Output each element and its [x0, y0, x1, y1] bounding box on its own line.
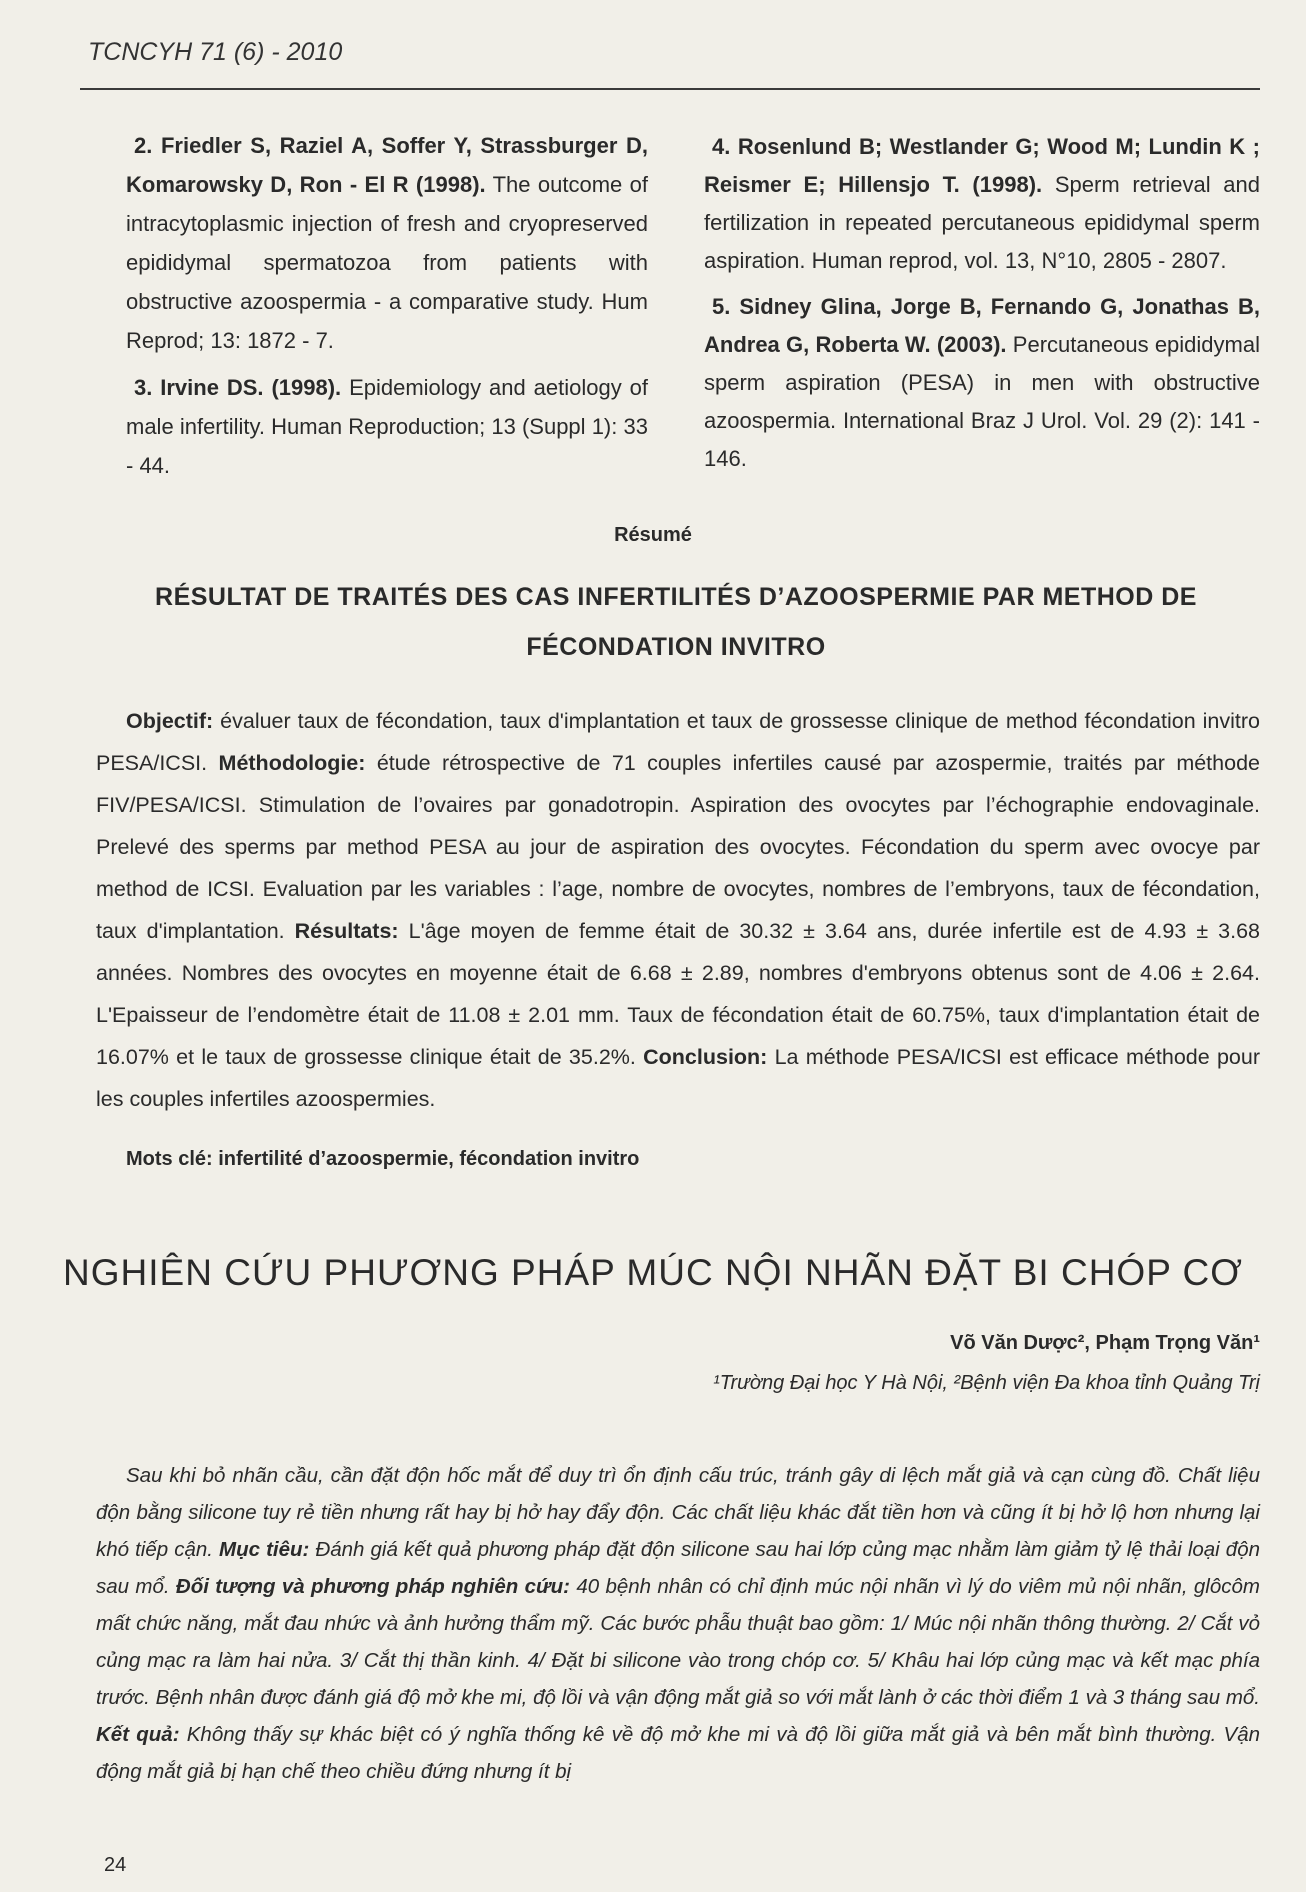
conclusion-label: Conclusion: [643, 1044, 768, 1069]
resultats-text: L'âge moyen de femme était de 30.32 ± 3.64 ans, durée infertile est de 4.93 ± 3.68 années. Nombres des ovocytes en moyenne était de 6.68 ± 2.89, nombres d'embryons obtenus sont de 4.06 ± 2.64. L'Epaisseur de l’endomètre était de 11.08 ± 2.01 mm. Taux de fécondation était de 60.75%, taux d'implantation était de 16.07% et le taux de grossesse clinique était de 35.2%. [96, 918, 1260, 1069]
doituong-label: Đối tượng và phương pháp nghiên cứu: [175, 1574, 570, 1598]
reference-item [704, 288, 1260, 478]
resultats-label: Résultats: [294, 918, 399, 943]
resume-label: Résumé [614, 524, 692, 546]
article-abstract [96, 1457, 1260, 1790]
ketqua-text: Không thấy sự khác biệt có ý nghĩa thống kê về độ mở khe mi và độ lồi giữa mắt giả và bên mắt bình thường. Vận động mắt giả bị hạn chế theo chiều đứng nhưng ít bị [96, 1722, 1260, 1783]
reference-text: Percutaneous epididymal sperm aspiration (PESA) in men with obstructive azoospermia. International Braz J Urol. Vol. 29 (2): 141 - 146. [704, 332, 1260, 471]
reference-authors: 5. Sidney Glina, Jorge B, Fernando G, Jonathas B, Andrea G, Roberta W. (2003). [704, 294, 1260, 357]
page-number: 24 [104, 1854, 127, 1876]
doituong-text: 40 bệnh nhân có chỉ định múc nội nhãn vì lý do viêm mủ nội nhãn, glôcôm mất chức năng, mắt đau nhức và ảnh hưởng thẩm mỹ. Các bước phẫu thuật bao gồm: 1/ Múc nội nhãn thông thường. 2/ Cắt vỏ củng mạc ra làm hai nửa. 3/ Cắt thị thần kinh. 4/ Đặt bi silicone vào trong chóp cơ. 5/ Khâu hai lớp củng mạc và kết mạc phía trước. Bệnh nhân được đánh giá độ mở khe mi, độ lồi và vận động mắt giả so với mắt lành ở các thời điểm 1 và 3 tháng sau mổ. [96, 1574, 1260, 1709]
article-affiliation: ¹Trường Đại học Y Hà Nội, ²Bệnh viện Đa khoa tỉnh Quảng Trị [713, 1372, 1260, 1394]
reference-item [704, 128, 1260, 280]
intro-text: Sau khi bỏ nhãn cầu, cần đặt độn hốc mắt để duy trì ổn định cấu trúc, tránh gây di lệch mắt giả và cạn cùng đồ. Chất liệu độn bằng silicone tuy rẻ tiền nhưng rất hay bị hở hay đẩy độn. Các chất liệu khác đắt tiền hơn và cũng ít bị hở lộ hơn nhưng lại khó tiếp cận. [96, 1463, 1260, 1561]
methodologie-label: Méthodologie: [218, 750, 366, 775]
header-rule [80, 88, 1260, 90]
methodologie-text: étude rétrospective de 71 couples infertiles causé par azospermie, traités par méthode FIV/PESA/ICSI. Stimulation de l’ovaires par gonadotropin. Aspiration des ovocytes par l’échographie endovaginale. Prelevé des sperms par method PESA au jour de aspiration des ovocytes. Fécondation du sperm avec ovocye par method de ICSI. Evaluation par les variables : l’age, nombre de ovocytes, nombres de l’embryons, taux de fécondation, taux d'implantation. [96, 750, 1260, 943]
references-left-column [126, 126, 648, 493]
article-title: NGHIÊN CỨU PHƯƠNG PHÁP MÚC NỘI NHÃN ĐẶT BI CHÓP CƠ [63, 1252, 1243, 1293]
muctieu-text: Đánh giá kết quả phương pháp đặt độn silicone sau hai lớp củng mạc nhằm làm giảm tỷ lệ thải loại độn sau mổ. [96, 1537, 1260, 1598]
article-authors: Võ Văn Dược², Phạm Trọng Văn¹ [950, 1332, 1260, 1354]
reference-text: Sperm retrieval and fertilization in repeated percutaneous epididymal sperm aspiration. Human reprod, vol. 13, N°10, 2805 - 2807. [704, 172, 1260, 273]
conclusion-text: La méthode PESA/ICSI est efficace méthode pour les couples infertiles azoospermies. [96, 1044, 1260, 1111]
objectif-text: évaluer taux de fécondation, taux d'implantation et taux de grossesse clinique de method fécondation invitro PESA/ICSI. [96, 708, 1260, 775]
references-right-column [704, 128, 1260, 486]
reference-text: The outcome of intracytoplasmic injection of fresh and cryopreserved epididymal spermatozoa from patients with obstructive azoospermia - a comparative study. Hum Reprod; 13: 1872 - 7. [126, 172, 648, 353]
objectif-label: Objectif: [126, 708, 214, 733]
reference-authors: 4. Rosenlund B; Westlander G; Wood M; Lundin K ; Reismer E; Hillensjo T. (1998). [704, 134, 1260, 197]
reference-authors: 3. Irvine DS. (1998). [134, 375, 342, 400]
reference-item [126, 368, 648, 485]
resume-keywords: Mots clé: infertilité d’azoospermie, fécondation invitro [126, 1148, 640, 1170]
reference-text: Epidemiology and aetiology of male infertility. Human Reproduction; 13 (Suppl 1): 33 - 44. [126, 375, 648, 478]
muctieu-label: Mục tiêu: [219, 1537, 310, 1561]
resume-abstract [96, 700, 1260, 1120]
reference-item [126, 126, 648, 360]
ketqua-label: Kết quả: [96, 1722, 180, 1746]
resume-title: RÉSULTAT DE TRAITÉS DES CAS INFERTILITÉS D’AZOOSPERMIE PAR METHOD DE FÉCONDATION INVITRO [155, 583, 1197, 661]
journal-header: TCNCYH 71 (6) - 2010 [88, 38, 343, 66]
reference-authors: 2. Friedler S, Raziel A, Soffer Y, Strassburger D, Komarowsky D, Ron - El R (1998). [126, 133, 648, 197]
